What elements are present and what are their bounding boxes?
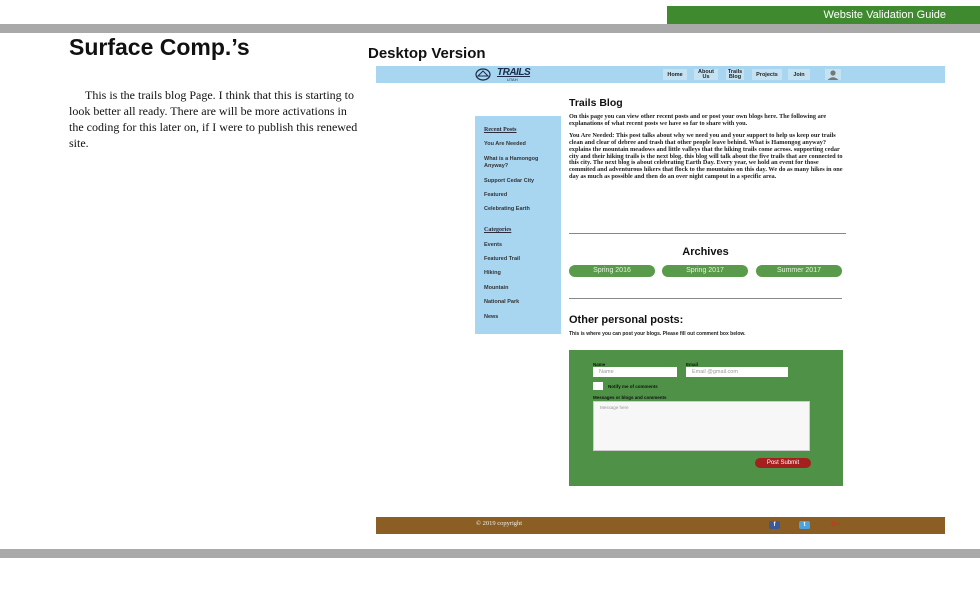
email-input[interactable]: Email @gmail.com: [686, 367, 788, 377]
category-national-park[interactable]: National Park: [484, 299, 520, 305]
category-hiking[interactable]: Hiking: [484, 270, 501, 276]
post-submit-button[interactable]: Post Submit: [755, 458, 811, 468]
category-news[interactable]: News: [484, 314, 499, 320]
mockup-header: [376, 66, 945, 83]
guide-tab: Website Validation Guide: [667, 6, 980, 24]
archive-summer-2017-button[interactable]: Summer 2017: [756, 265, 842, 277]
facebook-icon[interactable]: f: [769, 521, 780, 529]
email-label: Email: [686, 362, 699, 367]
other-posts-title: Other personal posts:: [569, 314, 684, 326]
notify-checkbox[interactable]: [593, 382, 603, 390]
blog-body-text: You Are Needed: This post talks about why we need you and your support to help us keep our trails clean and clear of debree and trash that other people leave behind. What is Hamongog anyway? explains the mountain meadows and little valleys that the hiking trails come across. supporting cedar city and their hiking trails is the next blog. this blog will talk about the five trails that are connected to this city. The next blog is about celebrating Earth Day. Every year, we hold an event for those commited and adventurous hikers that flock to the mountains on this day. We do as many hikes in one day as much as possible and then do an over night campout in a specific area.: [569, 132, 843, 180]
google-plus-icon[interactable]: G+: [831, 522, 840, 528]
categories-heading: Categories: [484, 227, 512, 233]
logo-text[interactable]: TRAILS: [497, 67, 531, 78]
nav-about[interactable]: About Us: [694, 69, 718, 80]
bottom-divider: [0, 549, 980, 558]
logo-hiker-icon[interactable]: [475, 68, 491, 81]
name-input[interactable]: Name: [593, 367, 677, 377]
category-mountain[interactable]: Mountain: [484, 285, 509, 291]
category-featured-trail[interactable]: Featured Trail: [484, 256, 521, 262]
page-description: This is the trails blog Page. I think that this is starting to look better all ready. There are will be more activations in the coding for this later on, if I were to publish this renewed site.: [69, 88, 358, 150]
recent-posts-heading: Recent Posts: [484, 127, 517, 133]
nav-home[interactable]: Home: [663, 69, 687, 80]
blog-title: Trails Blog: [569, 97, 623, 109]
archive-spring-2017-button[interactable]: Spring 2017: [662, 265, 748, 277]
mockup-label: Desktop Version: [368, 45, 486, 62]
sidebar-item-you-are-needed[interactable]: You Are Needed: [484, 141, 526, 147]
top-divider: [0, 24, 980, 33]
name-label: Name: [593, 362, 606, 367]
page-title: Surface Comp.’s: [69, 34, 250, 60]
sidebar-item-hamongog[interactable]: What is a Hamongog Anyway?: [484, 156, 539, 169]
user-icon[interactable]: [825, 69, 841, 80]
category-events[interactable]: Events: [484, 242, 503, 248]
mockup-footer: [376, 517, 945, 534]
divider: [569, 298, 842, 299]
logo-subtext: UTAH: [507, 77, 518, 82]
other-posts-subtitle: This is where you can post your blogs. Please fill out comment box below.: [569, 331, 746, 337]
blog-content: [569, 114, 845, 186]
sidebar-item-support-cedar-city[interactable]: Support Cedar City: [484, 178, 535, 184]
copyright-text: © 2019 copyright: [476, 520, 523, 527]
archives-title: Archives: [682, 246, 729, 258]
blog-intro: On this page you can view other recent posts and or post your own blogs here. The following are explanations of what recent posts we have so far to share with you.: [569, 113, 827, 127]
divider: [569, 233, 846, 234]
message-textarea[interactable]: Message here: [593, 401, 810, 451]
sidebar-item-featured[interactable]: Featured: [484, 192, 508, 198]
message-label: Messages or blogs and comments: [593, 395, 667, 400]
notify-label: Notify me of comments: [608, 384, 658, 389]
nav-projects[interactable]: Projects: [752, 69, 782, 80]
nav-join[interactable]: Join: [788, 69, 810, 80]
nav-trails-blog[interactable]: Trails Blog: [727, 68, 743, 80]
archive-spring-2016-button[interactable]: Spring 2016: [569, 265, 655, 277]
twitter-icon[interactable]: t: [799, 521, 810, 529]
sidebar-item-celebrating-earth[interactable]: Celebrating Earth: [484, 206, 530, 212]
